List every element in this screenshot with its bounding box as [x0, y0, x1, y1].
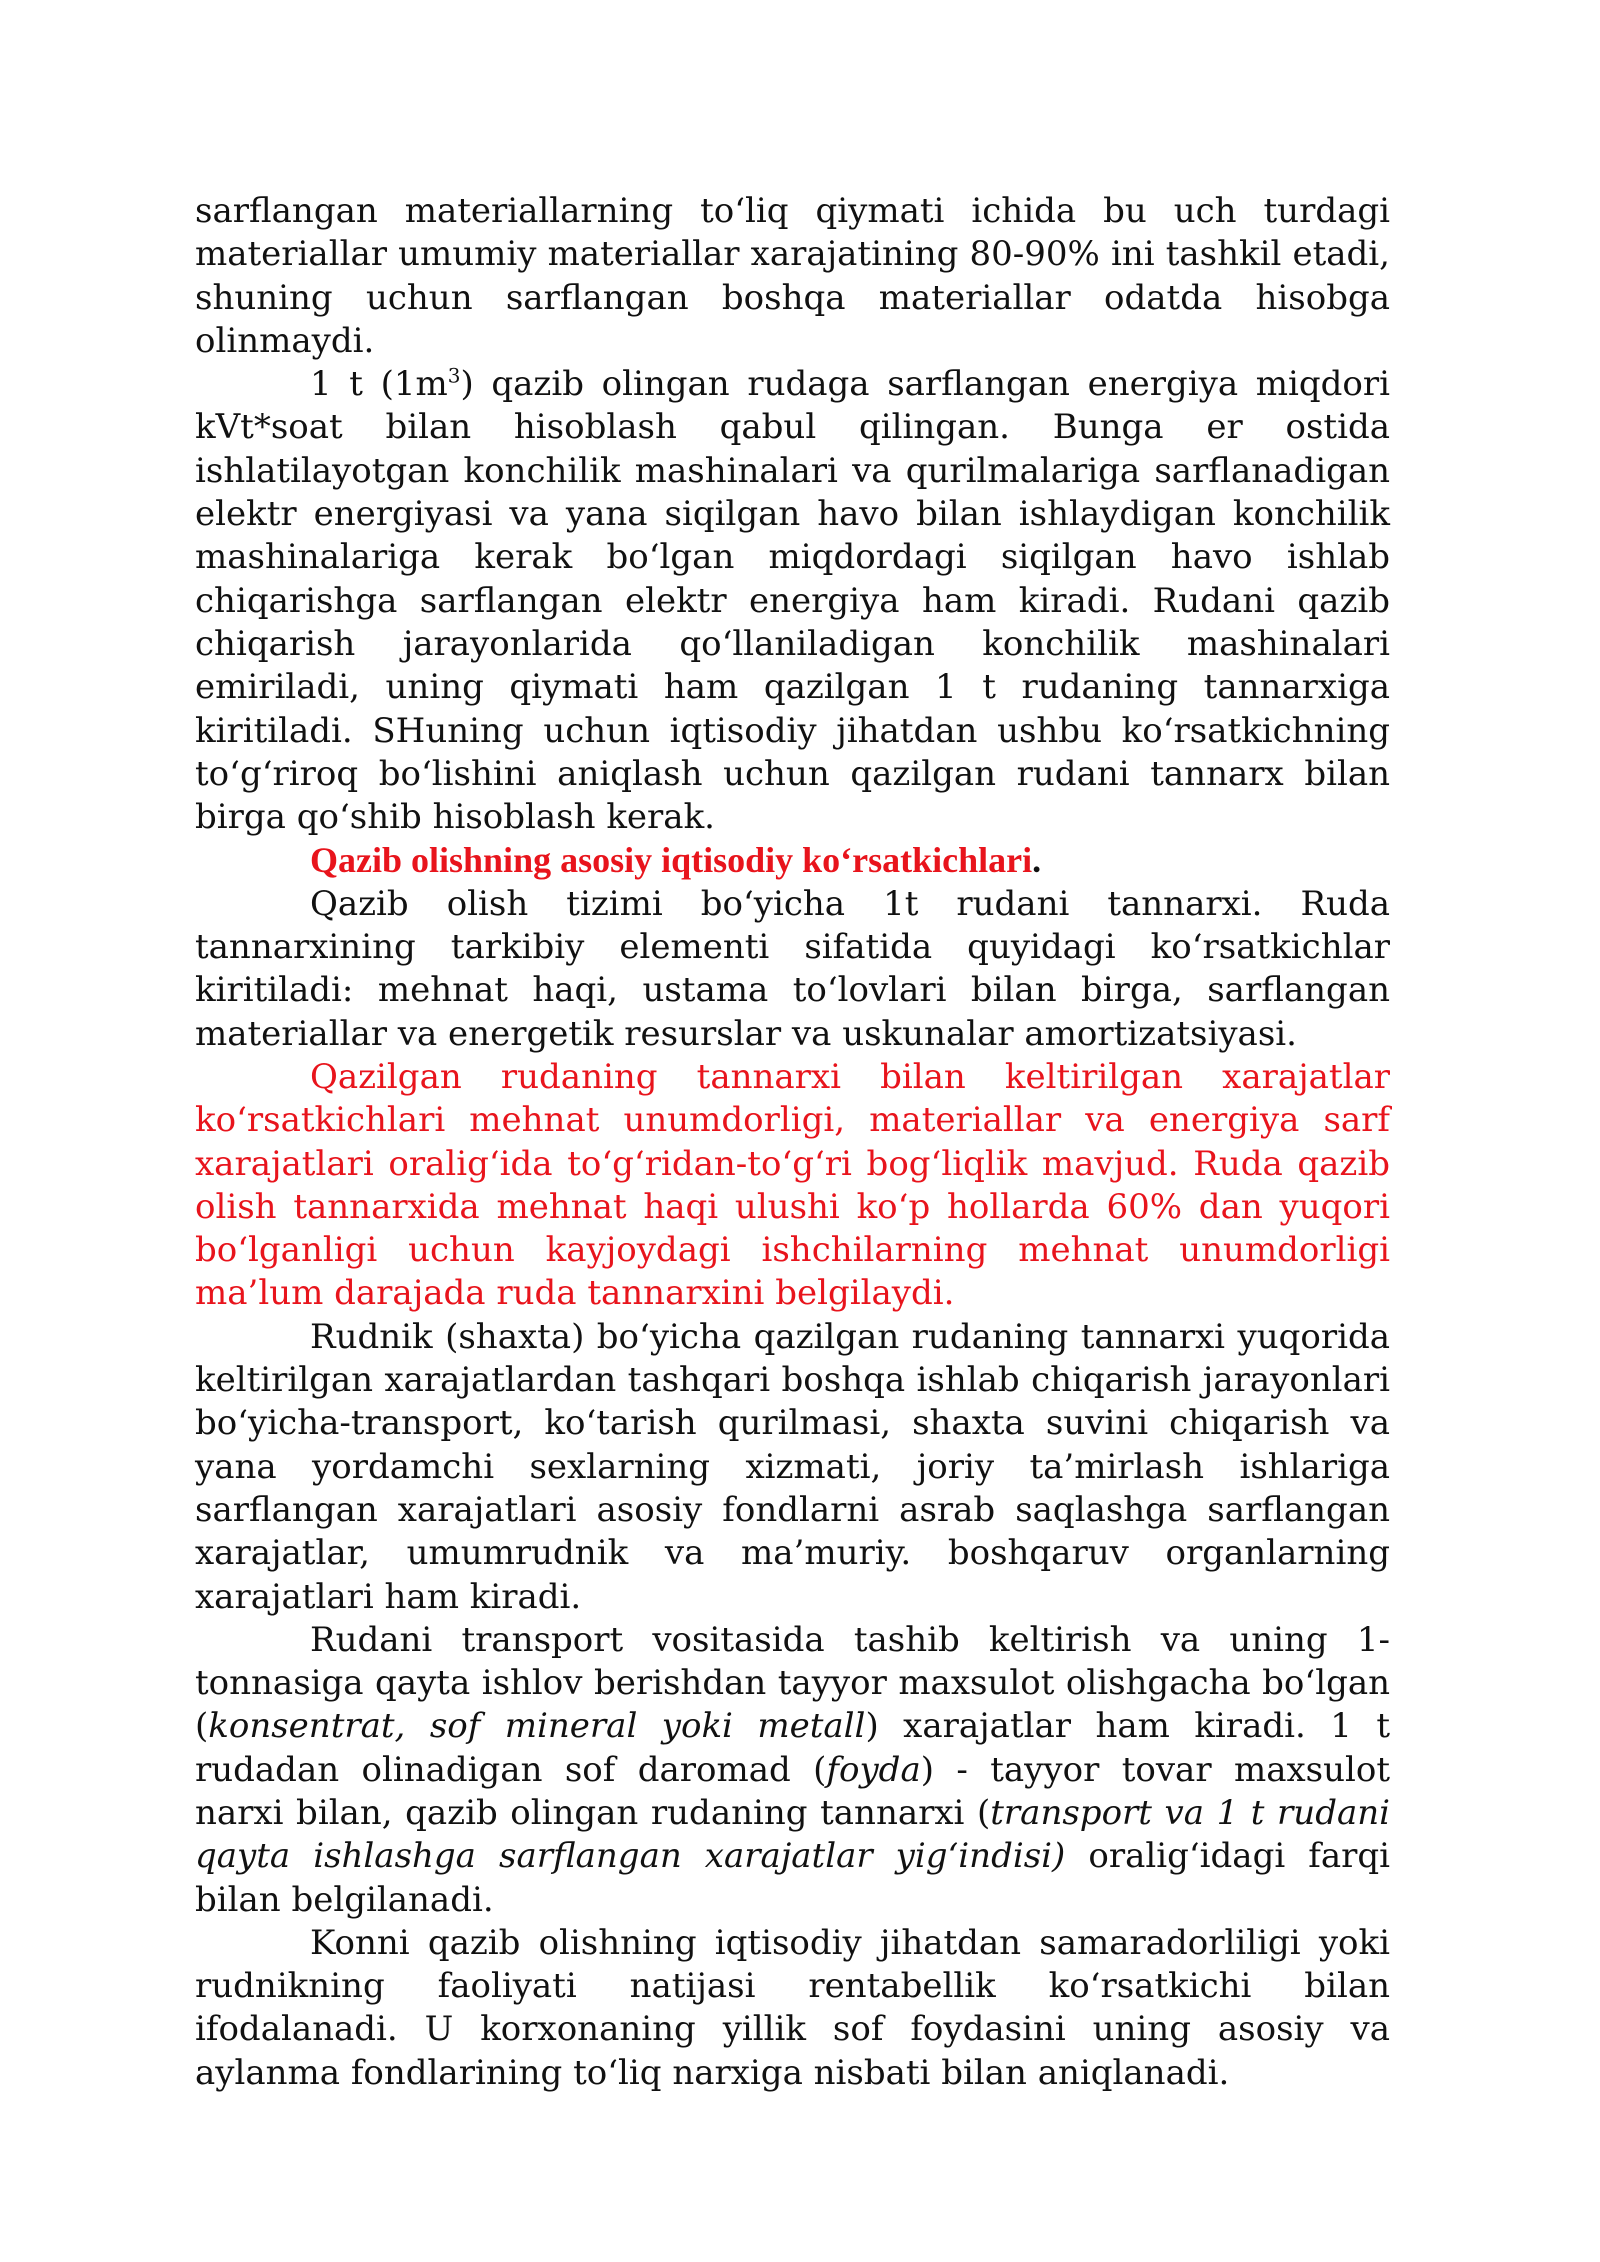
- paragraph-energy-rest: ) qazib olingan rudaga sarflangan energiya miqdori kVt*soat bilan hisoblash qabul qilingan. Bunga er ostida ishlatilayotgan konchilik mashinalari va qurilmalariga sarflanadigan elektr energiyasi va yana siqilgan havo bilan ishlaydigan konchilik mashinalariga kerak bo‘lgan miqdordagi siqilgan havo ishlab chiqarishga sarflangan elektr energiya ham kiradi. Rudani qazib chiqarish jarayonlarida qo‘llaniladigan konchilik mashinalari emiriladi, uning qiymati ham qazilgan 1 t rudaning tannarxiga kiritiladi. SHuning uchun iqtisodiy jihatdan ushbu ko‘rsatkichning to‘g‘riroq bo‘lishini aniqlash uchun qazilgan rudani tannarx bilan birga qo‘shib hisoblash kerak.: [195, 364, 1390, 838]
- net-income-italic-2: foyda: [826, 1749, 921, 1790]
- net-income-text-2: ) xarajatlar ham kiradi. 1 t rudadan olinadigan sof daromad (: [195, 1706, 1390, 1790]
- paragraph-net-income: [195, 1619, 1390, 1922]
- paragraph-labor-productivity: Qazilgan rudaning tannarxi bilan keltirilgan xarajatlar ko‘rsatkichlari mehnat unumdorligi, materiallar va energiya sarf xarajatlari oralig‘ida to‘g‘ridan-to‘g‘ri bog‘liqlik mavjud. Ruda qazib olish tannarxida mehnat haqi ulushi ko‘p hollarda 60% dan yuqori bo‘lganligi uchun kayjoydagi ishchilarning mehnat unumdorligi ma’lum darajada ruda tannarxini belgilaydi.: [195, 1056, 1390, 1314]
- net-income-text-1: Rudani transport vositasida tashib keltirish va uning 1-tonnasiga qayta ishlov berishdan tayyor maxsulot olishgacha bo‘lgan (: [195, 1619, 1390, 1747]
- document-page: [195, 190, 1390, 2095]
- section-heading: [195, 839, 1390, 882]
- net-income-italic-1: konsentrat, sof mineral yoki metall: [208, 1706, 866, 1747]
- net-income-italic-3: transport va 1 t rudani qayta ishlashga sarflangan xarajatlar yig‘indisi): [195, 1792, 1390, 1877]
- paragraph-profitability: Konni qazib olishning iqtisodiy jihatdan samaradorliligi yoki rudnikning faoliyati natijasi rentabellik ko‘rsatkichi bilan ifodalanadi. U korxonaning yillik sof foydasini uning asosiy va aylanma fondlarining to‘liq narxiga nisbati bilan aniqlanadi.: [195, 1922, 1390, 2093]
- paragraph-energy-start: 1 t (1m: [310, 364, 448, 405]
- paragraph-energy: [195, 363, 1390, 839]
- paragraph-mine-costs: Rudnik (shaxta) bo‘yicha qazilgan rudaning tannarxi yuqorida keltirilgan xarajatlardan tashqari boshqa ishlab chiqarish jarayonlari bo‘yicha-transport, ko‘tarish qurilmasi, shaxta suvini chiqarish va yana yordamchi sexlarning xizmati, joriy ta’mirlash ishlariga sarflangan xarajatlari asosiy fondlarni asrab saqlashga sarflangan xarajatlar, umumrudnik va ma’muriy. boshqaruv organlarning xarajatlari ham kiradi.: [195, 1316, 1390, 1617]
- section-heading-text: Qazib olishning asosiy iqtisodiy ko‘rsatkichlari: [310, 840, 1033, 881]
- superscript-cubic: 3: [447, 363, 461, 388]
- net-income-text-4: oralig‘idagi farqi bilan belgilanadi.: [195, 1836, 1390, 1920]
- paragraph-cost-elements: Qazib olish tizimi bo‘yicha 1t rudani tannarxi. Ruda tannarxining tarkibiy elementi sifatida quyidagi ko‘rsatkichlar kiritiladi: mehnat haqi, ustama to‘lovlari bilan birga, sarflangan materiallar va energetik resurslar va uskunalar amortizatsiyasi.: [195, 883, 1390, 1054]
- net-income-text-3: ) - tayyor tovar maxsulot narxi bilan, qazib olingan rudaning tannarxi (: [195, 1749, 1390, 1833]
- paragraph-materials: sarflangan materiallarning to‘liq qiymati ichida bu uch turdagi materiallar umumiy materiallar xarajatining 80-90% ini tashkil etadi, shuning uchun sarflangan boshqa materiallar odatda hisobga olinmaydi.: [195, 191, 1390, 361]
- section-heading-dot: .: [1032, 840, 1042, 881]
